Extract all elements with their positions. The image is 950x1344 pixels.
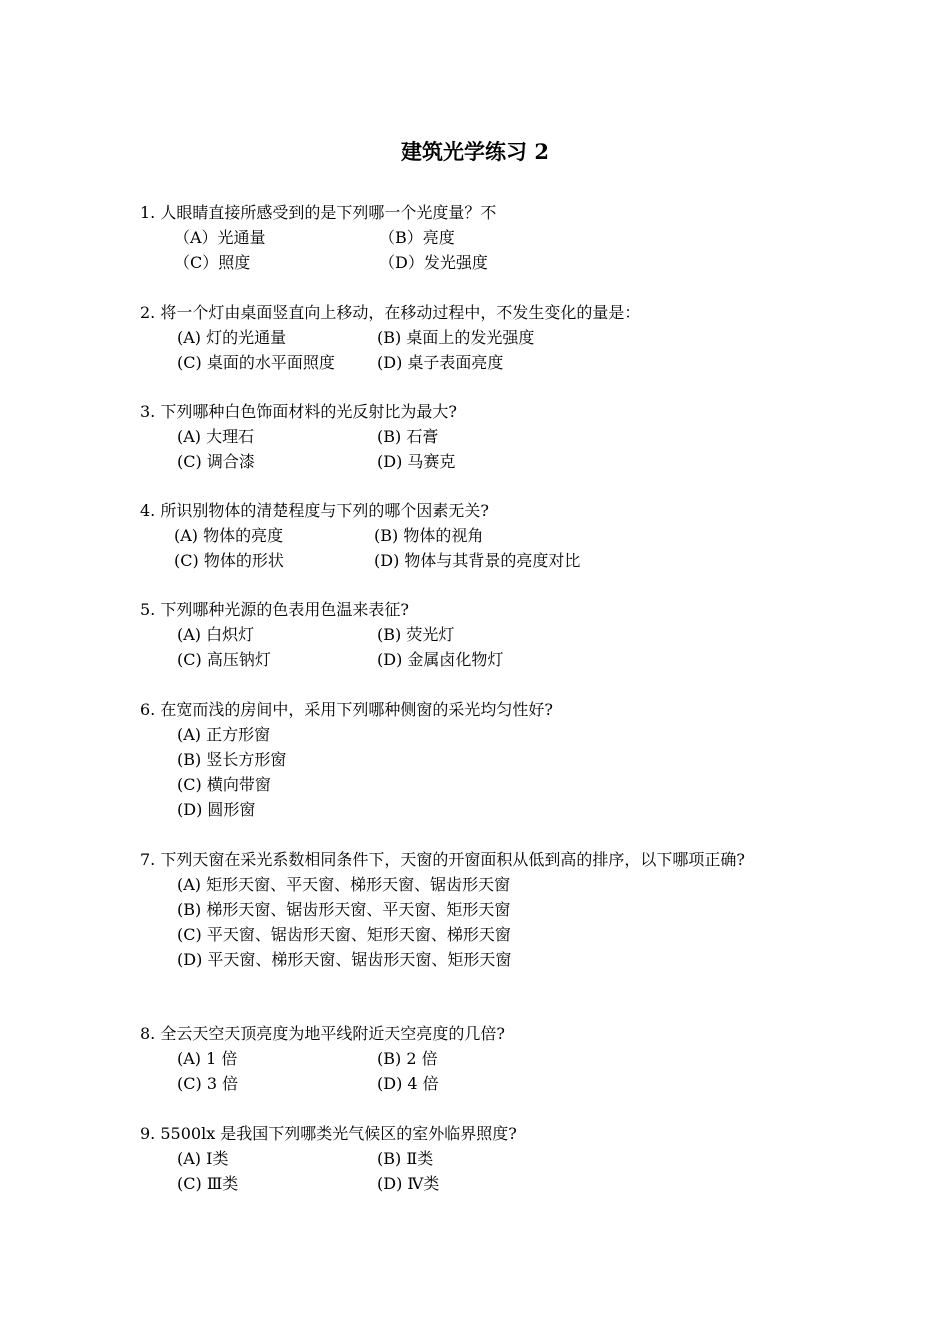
option-c: (C) 物体的形状 [174, 551, 284, 570]
question-5 [140, 597, 820, 672]
question-6 [140, 697, 820, 822]
question-stem: 7. 下列天窗在采光系数相同条件下，天窗的开窗面积从低到高的排序，以下哪项正确? [140, 850, 745, 869]
option-a: (A) 大理石 [177, 427, 255, 446]
option-b: （B）亮度 [379, 228, 455, 247]
option-b: (B) 荧光灯 [377, 625, 455, 644]
question-stem: 5. 下列哪种光源的色表用色温来表征? [140, 600, 409, 619]
question-options [174, 225, 820, 275]
option-d: (D) 桌子表面亮度 [377, 353, 504, 372]
question-stem: 6. 在宽而浅的房间中，采用下列哪种侧窗的采光均匀性好? [140, 700, 553, 719]
option-a: (A) 矩形天窗、平天窗、梯形天窗、锯齿形天窗 [177, 875, 511, 894]
option-c: (C) Ⅲ类 [177, 1174, 239, 1193]
option-d: (D) 平天窗、梯形天窗、锯齿形天窗、矩形天窗 [177, 950, 512, 969]
option-b: (B) 桌面上的发光强度 [377, 328, 535, 347]
page-title: 建筑光学练习 2 [401, 139, 549, 164]
option-c: (C) 平天窗、锯齿形天窗、矩形天窗、梯形天窗 [177, 925, 511, 944]
option-d: (D) 马赛克 [377, 452, 456, 471]
question-4 [140, 498, 820, 573]
option-b: (B) 梯形天窗、锯齿形天窗、平天窗、矩形天窗 [177, 900, 511, 919]
question-stem: 2. 将一个灯由桌面竖直向上移动，在移动过程中，不发生变化的量是： [140, 303, 641, 322]
question-options [177, 424, 820, 474]
option-c: （C）照度 [174, 253, 251, 272]
option-b: (B) 2 倍 [377, 1049, 438, 1068]
question-options [177, 872, 812, 972]
option-a: (A) 白炽灯 [177, 625, 255, 644]
option-a: （A）光通量 [174, 228, 266, 247]
option-c: (C) 高压钠灯 [177, 650, 271, 669]
question-options [177, 325, 820, 375]
option-a: (A) 1 倍 [177, 1049, 238, 1068]
option-d: (D) 圆形窗 [177, 800, 256, 819]
question-stem: 9. 5500lx 是我国下列哪类光气候区的室外临界照度? [140, 1124, 517, 1143]
option-b: (B) 物体的视角 [374, 526, 484, 545]
question-options [177, 1146, 820, 1196]
question-7 [137, 847, 812, 972]
question-stem: 3. 下列哪种白色饰面材料的光反射比为最大? [140, 402, 457, 421]
question-options [174, 523, 820, 573]
option-a: (A) 正方形窗 [177, 725, 271, 744]
option-b: (B) 竖长方形窗 [177, 750, 287, 769]
question-3 [140, 399, 820, 474]
option-d: (D) 4 倍 [377, 1074, 439, 1093]
option-c: (C) 横向带窗 [177, 775, 271, 794]
option-c: (C) 调合漆 [177, 452, 255, 471]
option-a: (A) Ⅰ类 [177, 1149, 229, 1168]
option-b: (B) 石膏 [377, 427, 439, 446]
option-a: (A) 物体的亮度 [174, 526, 284, 545]
option-c: (C) 3 倍 [177, 1074, 239, 1093]
option-d: (D) 金属卤化物灯 [377, 650, 504, 669]
question-options [177, 722, 820, 822]
question-options [177, 1046, 820, 1096]
question-2 [140, 300, 820, 375]
option-b: (B) Ⅱ类 [377, 1149, 434, 1168]
option-a: (A) 灯的光通量 [177, 328, 287, 347]
question-stem: 8. 全云天空天顶亮度为地平线附近天空亮度的几倍? [140, 1024, 505, 1043]
question-stem: 4. 所识别物体的清楚程度与下列的哪个因素无关? [140, 501, 489, 520]
question-options [177, 622, 820, 672]
question-stem: 1. 人眼睛直接所感受到的是下列哪一个光度量？不 [140, 203, 497, 222]
option-d: （D）发光强度 [379, 253, 488, 272]
question-9 [140, 1121, 820, 1196]
option-c: (C) 桌面的水平面照度 [177, 353, 335, 372]
question-8 [140, 1021, 820, 1096]
option-d: (D) 物体与其背景的亮度对比 [374, 551, 581, 570]
option-d: (D) Ⅳ类 [377, 1174, 440, 1193]
question-1 [140, 200, 820, 275]
